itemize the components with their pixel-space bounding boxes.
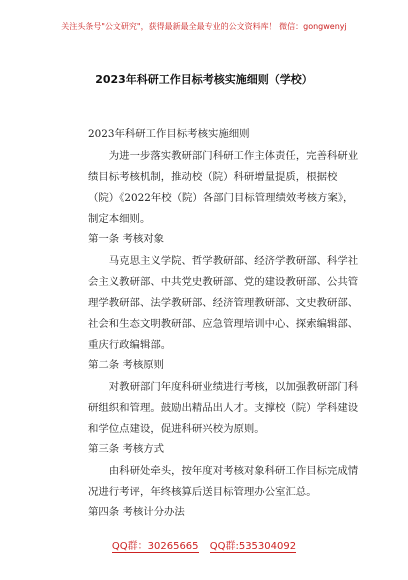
qq-group-1: QQ群：30265665 — [112, 537, 199, 553]
section-1-heading: 第一条 考核对象 — [88, 233, 165, 245]
qq-group-2: QQ群:535304092 — [210, 537, 296, 553]
intro-paragraph: 为进一步落实教研部门科研工作主体责任，完善科研业绩目标考核机制，推动校（院）科研增量提质，根据校（院）《2022年校（院）各部门目标管理绩效考核方案》，制定本细则。 — [88, 150, 359, 225]
section-3-heading: 第三条 考核方式 — [88, 443, 165, 455]
section-4-heading: 第四条 考核计分办法 — [88, 506, 185, 518]
section-2-heading: 第二条 考核原则 — [88, 359, 165, 371]
section-1-body: 马克思主义学院、哲学教研部、经济学教研部、科学社会主义教研部、中共党史教研部、党的建设教研部、公共管理学教研部、法学教研部、经济管理教研部、文史教研部、社会和生态文明教研部、应急管理培训中心、探索编辑部、重庆行政编辑部。 — [88, 255, 359, 351]
footer-contacts — [0, 537, 408, 553]
document-subtitle: 2023年科研工作目标考核实施细则 — [88, 128, 250, 140]
document-title: 2023年科研工作目标考核实施细则（学校） — [95, 73, 313, 86]
section-3-body: 由科研处牵头，按年度对考核对象科研工作目标完成情况进行考评，年终核算后送目标管理办公室汇总。 — [88, 465, 359, 498]
header-banner: 关注头条号"公文研究"，获得最新最全最专业的公文资料库！ 微信：gongwenyj — [61, 22, 347, 31]
section-2-body: 对教研部门年度科研业绩进行考核，以加强教研部门科研组织和管理。鼓励出精品出人才。支撑校（院）学科建设和学位点建设，促进科研兴校为原则。 — [88, 381, 359, 435]
